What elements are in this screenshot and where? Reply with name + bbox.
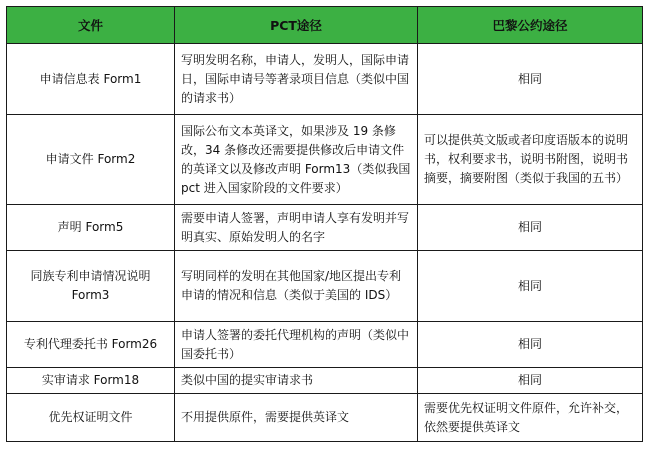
cell-document: 申请信息表 Form1 <box>7 44 175 115</box>
comparison-table <box>6 6 643 442</box>
cell-paris: 相同 <box>418 368 643 394</box>
cell-document: 申请文件 Form2 <box>7 115 175 205</box>
header-document: 文件 <box>7 7 175 44</box>
cell-pct: 不用提供原件，需要提供英译文 <box>175 394 418 442</box>
cell-paris: 相同 <box>418 44 643 115</box>
cell-document: 优先权证明文件 <box>7 394 175 442</box>
table-row <box>7 368 643 394</box>
cell-document: 专利代理委托书 Form26 <box>7 322 175 368</box>
cell-paris: 可以提供英文版或者印度语版本的说明书，权利要求书，说明书附图，说明书摘要，摘要附图（类似于我国的五书） <box>418 115 643 205</box>
header-pct-route: PCT途径 <box>175 7 418 44</box>
table-row <box>7 251 643 322</box>
cell-document: 同族专利申请情况说明 Form3 <box>7 251 175 322</box>
cell-paris: 相同 <box>418 251 643 322</box>
table-row <box>7 205 643 251</box>
table-row <box>7 115 643 205</box>
cell-pct: 国际公布文本英译文，如果涉及 19 条修改，34 条修改还需要提供修改后申请文件的英译文以及修改声明 Form13（类似我国 pct 进入国家阶段的文件要求） <box>175 115 418 205</box>
table-row <box>7 322 643 368</box>
cell-pct: 写明发明名称，申请人，发明人，国际申请日，国际申请号等著录项目信息（类似中国的请求书） <box>175 44 418 115</box>
cell-paris: 需要优先权证明文件原件，允许补交，依然要提供英译文 <box>418 394 643 442</box>
cell-paris: 相同 <box>418 205 643 251</box>
header-paris-route: 巴黎公约途径 <box>418 7 643 44</box>
cell-pct: 类似中国的提实审请求书 <box>175 368 418 394</box>
cell-pct: 需要申请人签署，声明申请人享有发明并写明真实、原始发明人的名字 <box>175 205 418 251</box>
cell-paris: 相同 <box>418 322 643 368</box>
cell-document: 实审请求 Form18 <box>7 368 175 394</box>
cell-pct: 写明同样的发明在其他国家/地区提出专利申请的情况和信息（类似于美国的 IDS） <box>175 251 418 322</box>
cell-document: 声明 Form5 <box>7 205 175 251</box>
table-row <box>7 394 643 442</box>
table-header-row <box>7 7 643 44</box>
table-row <box>7 44 643 115</box>
cell-pct: 申请人签署的委托代理机构的声明（类似中国委托书） <box>175 322 418 368</box>
